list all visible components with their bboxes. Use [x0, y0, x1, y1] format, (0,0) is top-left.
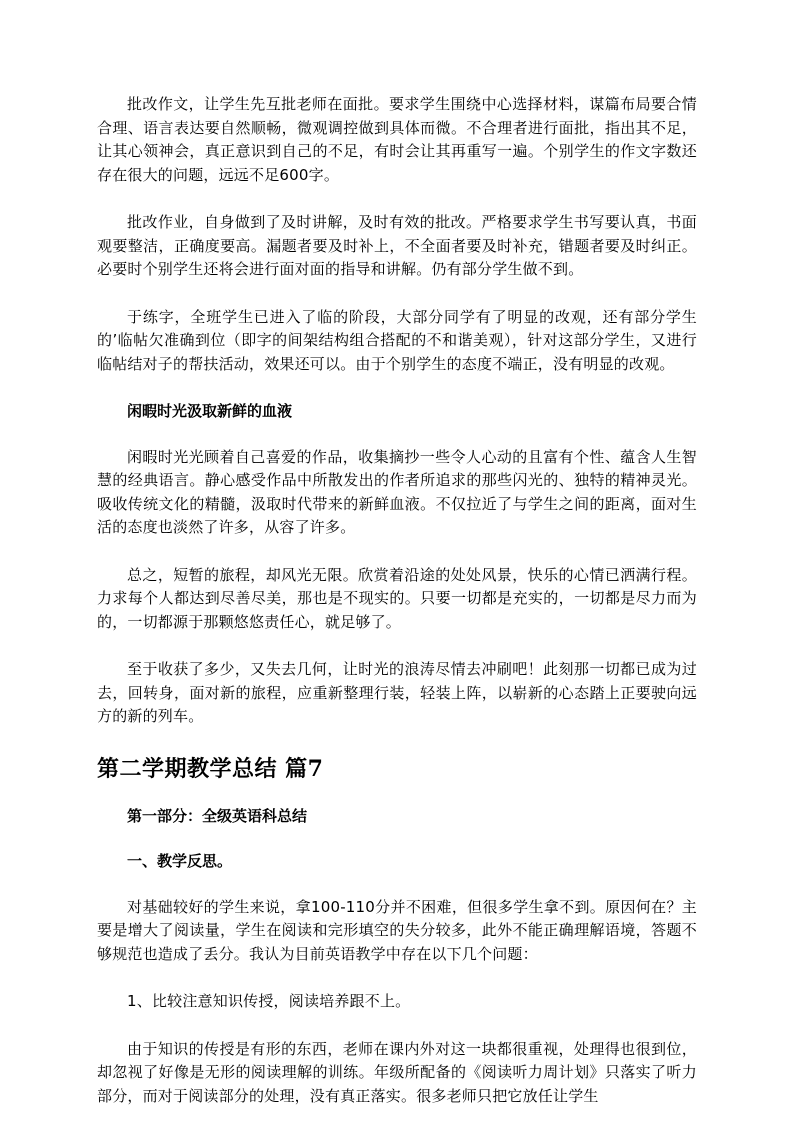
- section-title: 第二学期教学总结 篇7: [97, 755, 324, 782]
- subheading-teaching-reflection: 一、教学反思。: [127, 852, 233, 870]
- paragraph-homework-grading: 批改作业，自身做到了及时讲解，及时有效的批改。严格要求学生书写要认真，书面观要整洁，正确度要高。漏题者要及时补上，不全面者要及时补充，错题者要及时纠正。必要时个别学生还将会进行面对面的指导和讲解。仍有部分学生做不到。: [97, 213, 697, 278]
- paragraph-calligraphy: 于练字，全班学生已进入了临的阶段，大部分同学有了明显的改观，还有部分学生的’临帖欠准确到位（即字的间架结构组合搭配的不和谐美观），针对这部分学生，又进行临帖结对子的帮扶活动，效果还可以。由于个别学生的态度不端正，没有明显的改观。: [97, 307, 697, 373]
- paragraph-closing: 至于收获了多少，又失去几何，让时光的浪涛尽情去冲刷吧！此刻那一切都已成为过去，回转身，面对新的旅程，应重新整理行装，轻装上阵，以崭新的心态踏上正要驶向远方的新的列车。: [97, 660, 697, 725]
- paragraph-leisure: 闲暇时光光顾着自己喜爱的作品，收集摘抄一些令人心动的且富有个性、蕴含人生智慧的经典语言。静心感受作品中所散发出的作者所追求的那些闪光的、独特的精神灵光。吸收传统文化的精髓，汲取时代带来的新鲜血液。不仅拉近了与学生之间的距离，面对生活的态度也淡然了许多，从容了许多。: [97, 447, 697, 536]
- paragraph-conclusion: 总之，短暂的旅程，却风光无限。欣赏着沿途的处处风景，快乐的心情已洒满行程。力求每个人都达到尽善尽美，那也是不现实的。只要一切都是充实的，一切都是尽力而为的，一切都源于那颗悠悠责任心，就足够了。: [97, 565, 697, 631]
- subheading-leisure: 闲暇时光汲取新鲜的血液: [127, 402, 293, 420]
- document-page: [97, 93, 697, 1132]
- paragraph-problem-one: 1、比较注意知识传授，阅读培养跟不上。: [127, 992, 411, 1010]
- subheading-part-one: 第一部分：全级英语科总结: [127, 806, 308, 825]
- paragraph-knowledge-vs-reading: 由于知识的传授是有形的东西，老师在课内外对这一块都很重视，处理得也很到位，却忽视了好像是无形的阅读理解的训练。年级所配备的《阅读听力周计划》只落实了听力部分，而对于阅读部分的处理，没有真正落实。很多老师只把它放任让学生: [97, 1039, 697, 1105]
- paragraph-essay-grading: 批改作文，让学生先互批老师在面批。要求学生围绕中心选择材料，谋篇布局要合情合理、语言表达要自然顺畅，微观调控做到具体而微。不合理者进行面批，指出其不足，让其心领神会，真正意识到自己的不足，有时会让其再重写一遍。个别学生的作文字数还存在很大的问题，远远不足600字。: [97, 95, 697, 184]
- paragraph-english-results: 对基础较好的学生来说，拿100-110分并不困难，但很多学生拿不到。原因何在？主要是增大了阅读量，学生在阅读和完形填空的失分较多，此外不能正确理解语境，答题不够规范也造成了丢分。我认为目前英语教学中存在以下几个问题：: [97, 897, 697, 963]
